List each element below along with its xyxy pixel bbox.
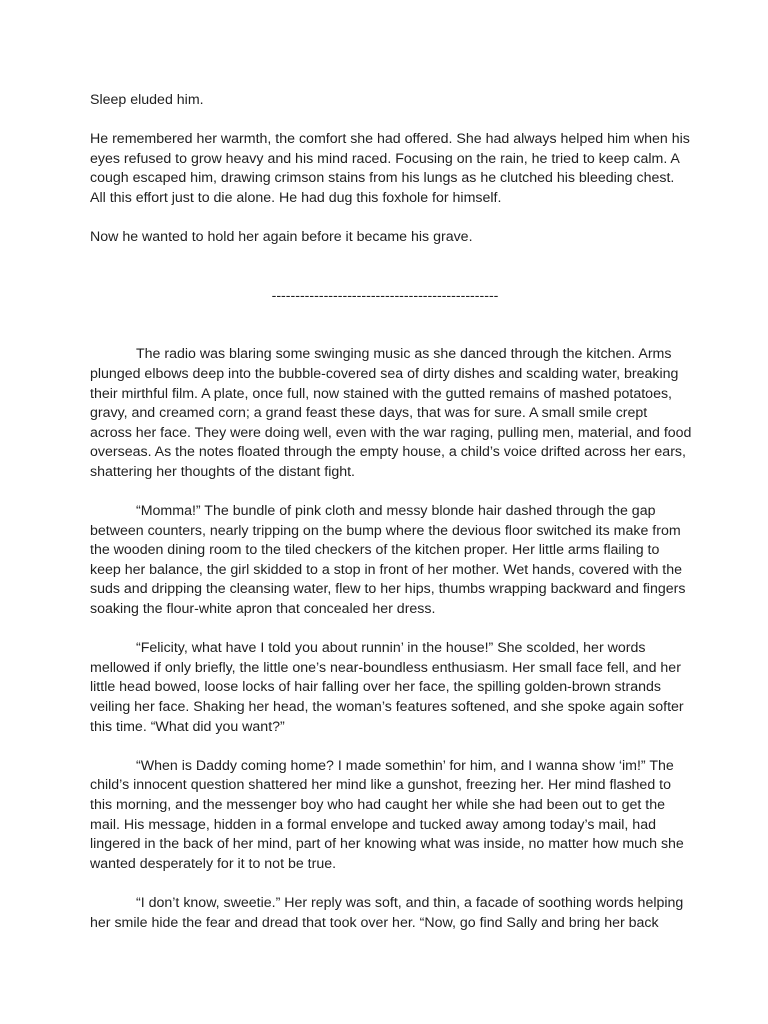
text-line: “Felicity, what have I told you about runnin’ in the house!” She scolded, her words xyxy=(136,640,646,657)
document-page xyxy=(90,91,692,933)
text-line: plunged elbows deep into the bubble-covered sea of dirty dishes and scalding water, breaking xyxy=(90,365,679,382)
text-line: veiling her face. Shaking her head, the woman’s features softened, and she spoke again softer xyxy=(90,699,684,716)
text-line: gravy, and creamed corn; a grand feast these days, that was for sure. A small smile crept xyxy=(90,405,648,422)
text-line: “When is Daddy coming home? I made somethin’ for him, and I wanna show ‘im!” The xyxy=(136,757,674,774)
text-line: soaking the flour-white apron that concealed her dress. xyxy=(90,601,436,618)
text-line: her smile hide the fear and dread that took over her. “Now, go find Sally and bring her back xyxy=(90,914,659,931)
text-line: cough escaped him, drawing crimson stains from his lungs as he clutched his bleeding chest. xyxy=(90,170,675,187)
story-paragraph-4 xyxy=(90,757,684,875)
text-line: Sleep eluded him. xyxy=(90,92,204,108)
text-line: this time. “What did you want?” xyxy=(90,718,285,735)
text-line: child’s innocent question shattered her mind like a gunshot, freezing her. Her mind flashed to xyxy=(90,777,671,794)
text-line: He remembered her warmth, the comfort she had offered. She had always helped him when his xyxy=(90,131,690,148)
text-line: wanted desperately for it to not be true. xyxy=(90,855,337,872)
text-line: All this effort just to die alone. He had dug this foxhole for himself. xyxy=(90,189,502,206)
story-paragraph-2 xyxy=(90,502,686,620)
text-line: suds and dripping the cleansing water, flew to her hips, thumbs wrapping backward and fingers xyxy=(90,581,686,598)
text-line: between counters, nearly tripping on the bump where the devious floor switched its make from xyxy=(90,522,681,539)
text-line: their mirthful film. A plate, once full, now stained with the gutted remains of mashed potatoes, xyxy=(90,385,672,402)
text-line: “Momma!” The bundle of pink cloth and messy blonde hair dashed through the gap xyxy=(136,503,656,520)
text-line: lingered in the back of her mind, part of her knowing what was inside, no matter how much she xyxy=(90,836,684,853)
prologue-paragraph-1 xyxy=(90,91,680,111)
text-line: keep her balance, the girl skidded to a stop in front of her mother. Wet hands, covered with the xyxy=(90,561,683,578)
text-line: mail. His message, hidden in a formal envelope and tucked away among today’s mail, had xyxy=(90,816,656,833)
text-line: the wooden dining room to the tiled checkers of the kitchen proper. Her little arms flailing to xyxy=(90,542,660,559)
text-line: eyes refused to grow heavy and his mind raced. Focusing on the rain, he tried to keep calm. A xyxy=(90,150,680,167)
text-line: shattering her thoughts of the distant fight. xyxy=(90,463,356,480)
story-paragraph-5 xyxy=(90,894,684,933)
story-paragraph-1 xyxy=(90,345,692,482)
story-paragraph-3 xyxy=(90,639,684,737)
section-divider: ------------------------------------------------ xyxy=(271,287,499,304)
prologue-paragraph-3 xyxy=(90,228,680,248)
prologue-paragraph-2 xyxy=(90,130,690,208)
text-line: “I don’t know, sweetie.” Her reply was soft, and thin, a facade of soothing words helping xyxy=(136,894,684,911)
text-line: this morning, and the messenger boy who had caught her while she had been out to get the xyxy=(90,797,665,813)
text-line: mellowed if only briefly, the little one’s near-boundless enthusiasm. Her small face fell, and her xyxy=(90,659,681,676)
text-line: Now he wanted to hold her again before it became his grave. xyxy=(90,229,473,246)
text-line: across her face. They were doing well, even with the war raging, pulling men, material, and food xyxy=(90,424,692,441)
text-line: overseas. As the notes floated through the empty house, a child’s voice drifted across her ears, xyxy=(90,444,686,461)
text-line: little head bowed, loose locks of hair falling over her face, the spilling golden-brown strands xyxy=(90,679,661,696)
text-line: The radio was blaring some swinging music as she danced through the kitchen. Arms xyxy=(136,346,672,363)
